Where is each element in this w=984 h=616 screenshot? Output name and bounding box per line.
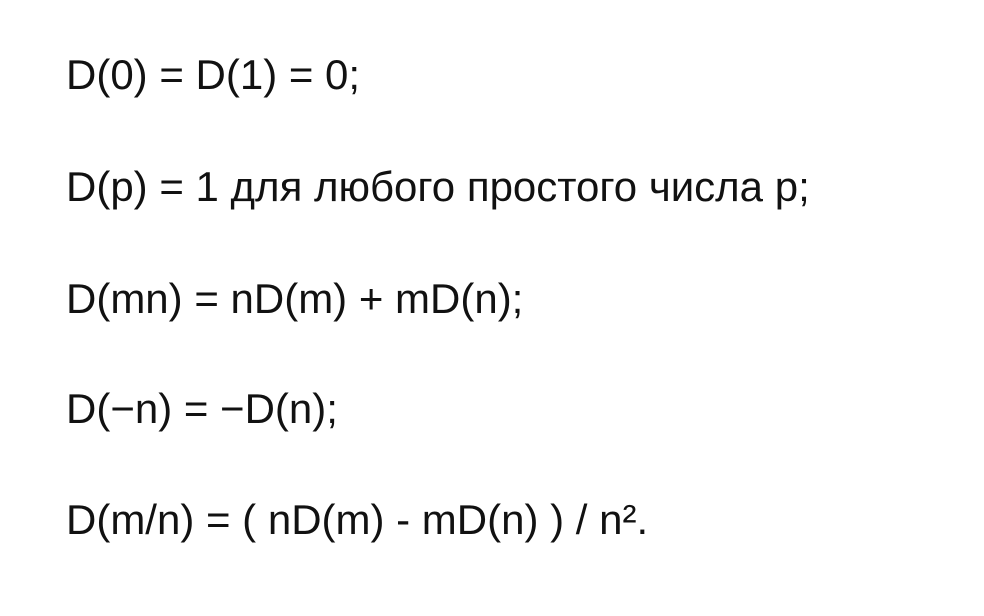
formula-line-negation: D(−n) = −D(n); [66, 385, 338, 432]
formula-line-prime: D(p) = 1 для любого простого числа p; [66, 163, 810, 210]
formula-line-quotient-rule: D(m/n) = ( nD(m) - mD(n) ) / n². [66, 496, 649, 543]
formula-line-zero-one: D(0) = D(1) = 0; [66, 51, 361, 98]
formula-line-product-rule: D(mn) = nD(m) + mD(n); [66, 275, 524, 322]
